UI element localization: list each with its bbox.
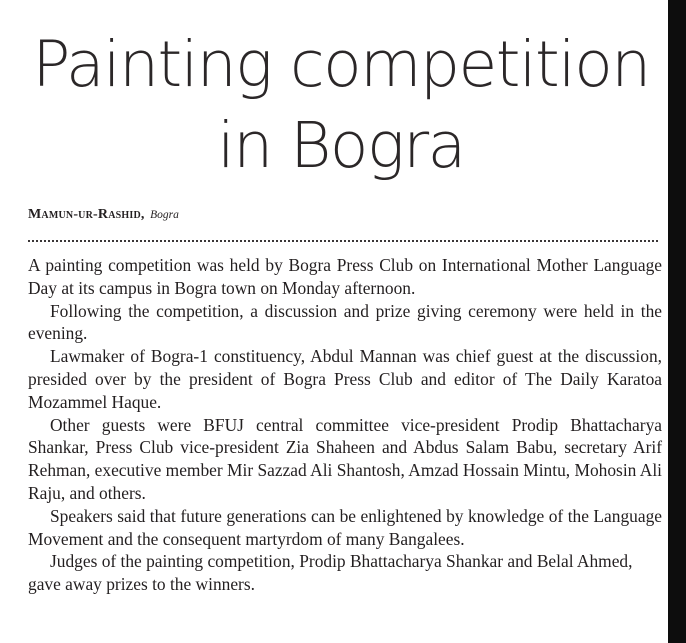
byline-location: Bogra: [150, 209, 179, 221]
headline-line-2: in Bogra: [217, 109, 465, 182]
article-body: [28, 254, 662, 596]
paragraph-5: Speakers said that future generations can be enlightened by knowledge of the Language Movement and the consequent martyrdom of many Bangalees.: [28, 505, 662, 549]
paragraph-1: A painting competition was held by Bogra Press Club on International Mother Language Day at its campus in Bogra town on Monday afternoon.: [28, 255, 662, 298]
paragraph-2: Following the competition, a discussion and prize giving ceremony were held in the evening.: [28, 300, 662, 344]
byline: [28, 207, 179, 223]
article-headline: [14, 24, 668, 186]
byline-author: Mamun-ur-Rashid,: [28, 207, 145, 222]
headline-line-1: Painting competition: [32, 28, 650, 101]
dotted-divider: [28, 240, 658, 242]
scan-edge-border: [668, 0, 686, 643]
paragraph-4: Other guests were BFUJ central committee vice-president Prodip Bhattacharya Shankar, Press Club vice-president Zia Shaheen and Abdus Salam Babu, secretary Arif Rehman, executive member Mir Sazzad Ali Shantosh, Amzad Hossain Mintu, Mohosin Ali Raju, and others.: [28, 414, 662, 503]
paragraph-3: Lawmaker of Bogra-1 constituency, Abdul Mannan was chief guest at the discussion, presided over by the president of Bogra Press Club and editor of The Daily Karatoa Mozammel Haque.: [28, 346, 662, 412]
paragraph-6: Judges of the painting competition, Prodip Bhattacharya Shankar and Belal Ahmed, gave away prizes to the winners.: [28, 551, 633, 595]
